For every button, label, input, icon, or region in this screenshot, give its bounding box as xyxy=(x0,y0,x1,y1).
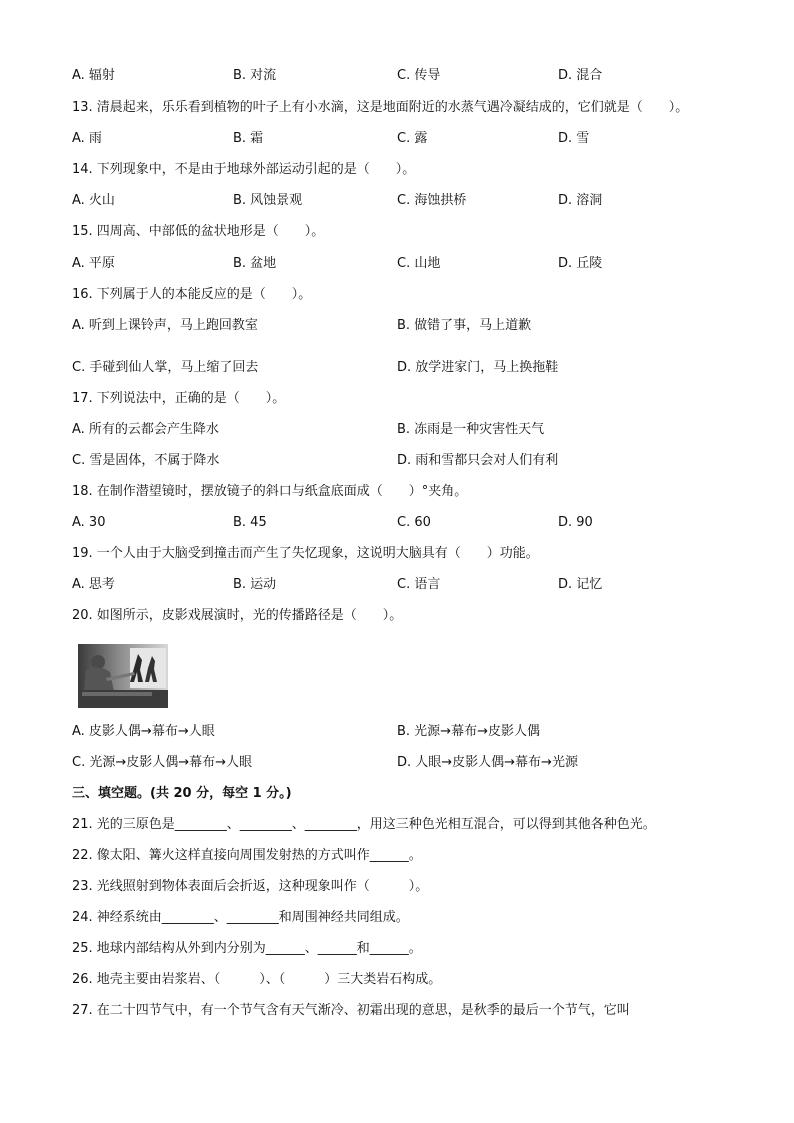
q12-option-a: A. 辐射 xyxy=(72,68,115,83)
q24-fill: 24. 神经系统由________、________和周围神经共同组成。 xyxy=(72,910,409,925)
q16-option-c: C. 手碰到仙人掌，马上缩了回去 xyxy=(72,360,259,375)
q19-option-d: D. 记忆 xyxy=(558,577,603,592)
q19-option-b: B. 运动 xyxy=(233,577,277,592)
q17-stem: 17. 下列说法中，正确的是（ ）。 xyxy=(72,391,286,406)
q17-option-b: B. 冻雨是一种灾害性天气 xyxy=(397,422,545,437)
shadow-play-photo-drawing xyxy=(78,644,168,708)
q20-stem: 20. 如图所示，皮影戏展演时，光的传播路径是（ ）。 xyxy=(72,608,403,623)
q27-fill: 27. 在二十四节气中，有一个节气含有天气渐冷、初霜出现的意思，是秋季的最后一个节气，它叫 xyxy=(72,1003,630,1018)
q17-option-c: C. 雪是固体，不属于降水 xyxy=(72,453,220,468)
q13-stem: 13. 清晨起来，乐乐看到植物的叶子上有小水滴，这是地面附近的水蒸气遇冷凝结成的，它们就是（ ）。 xyxy=(72,100,689,115)
q13-option-a: A. 雨 xyxy=(72,131,102,146)
q13-option-c: C. 露 xyxy=(397,131,428,146)
q23-fill: 23. 光线照射到物体表面后会折返，这种现象叫作（ ）。 xyxy=(72,879,429,894)
q18-option-a: A. 30 xyxy=(72,515,106,530)
q15-option-a: A. 平原 xyxy=(72,256,115,271)
q26-fill: 26. 地壳主要由岩浆岩、（ ）、（ ）三大类岩石构成。 xyxy=(72,972,442,987)
q17-option-d: D. 雨和雪都只会对人们有利 xyxy=(397,453,559,468)
q19-option-c: C. 语言 xyxy=(397,577,441,592)
q20-option-d: D. 人眼→皮影人偶→幕布→光源 xyxy=(397,755,578,770)
q19-stem: 19. 一个人由于大脑受到撞击而产生了失忆现象，这说明大脑具有（ ）功能。 xyxy=(72,546,539,561)
q12-option-d: D. 混合 xyxy=(558,68,603,83)
q13-option-d: D. 雪 xyxy=(558,131,590,146)
q22-fill: 22. 像太阳、篝火这样直接向周围发射热的方式叫作______。 xyxy=(72,848,422,863)
q14-option-d: D. 溶洞 xyxy=(558,193,603,208)
q18-stem: 18. 在制作潜望镜时，摆放镜子的斜口与纸盒底面成（ ）°夹角。 xyxy=(72,484,468,499)
q15-option-c: C. 山地 xyxy=(397,256,441,271)
q15-option-b: B. 盆地 xyxy=(233,256,277,271)
q20-option-a: A. 皮影人偶→幕布→人眼 xyxy=(72,724,215,739)
q14-stem: 14. 下列现象中，不是由于地球外部运动引起的是（ ）。 xyxy=(72,162,416,177)
q14-option-c: C. 海蚀拱桥 xyxy=(397,193,467,208)
q20-option-c: C. 光源→皮影人偶→幕布→人眼 xyxy=(72,755,253,770)
shadow-play-photo xyxy=(78,644,168,708)
q15-option-d: D. 丘陵 xyxy=(558,256,603,271)
q16-option-b: B. 做错了事，马上道歉 xyxy=(397,318,532,333)
q18-option-c: C. 60 xyxy=(397,515,431,530)
q18-option-d: D. 90 xyxy=(558,515,593,530)
q16-option-d: D. 放学进家门，马上换拖鞋 xyxy=(397,360,559,375)
q16-option-a: A. 听到上课铃声，马上跑回教室 xyxy=(72,318,258,333)
q25-fill: 25. 地球内部结构从外到内分别为______、______和______。 xyxy=(72,941,422,956)
q21-fill: 21. 光的三原色是________、________、________，用这三种色光相互混合，可以得到其他各种色光。 xyxy=(72,817,656,832)
q15-stem: 15. 四周高、中部低的盆状地形是（ ）。 xyxy=(72,224,325,239)
q12-option-b: B. 对流 xyxy=(233,68,277,83)
q13-option-b: B. 霜 xyxy=(233,131,264,146)
q20-option-b: B. 光源→幕布→皮影人偶 xyxy=(397,724,540,739)
q14-option-b: B. 风蚀景观 xyxy=(233,193,303,208)
q17-option-a: A. 所有的云都会产生降水 xyxy=(72,422,219,437)
q18-option-b: B. 45 xyxy=(233,515,267,530)
section3-heading: 三、填空题。(共 20 分，每空 1 分。) xyxy=(72,786,292,801)
q19-option-a: A. 思考 xyxy=(72,577,115,592)
q14-option-a: A. 火山 xyxy=(72,193,115,208)
q16-stem: 16. 下列属于人的本能反应的是（ ）。 xyxy=(72,287,312,302)
q12-option-c: C. 传导 xyxy=(397,68,441,83)
